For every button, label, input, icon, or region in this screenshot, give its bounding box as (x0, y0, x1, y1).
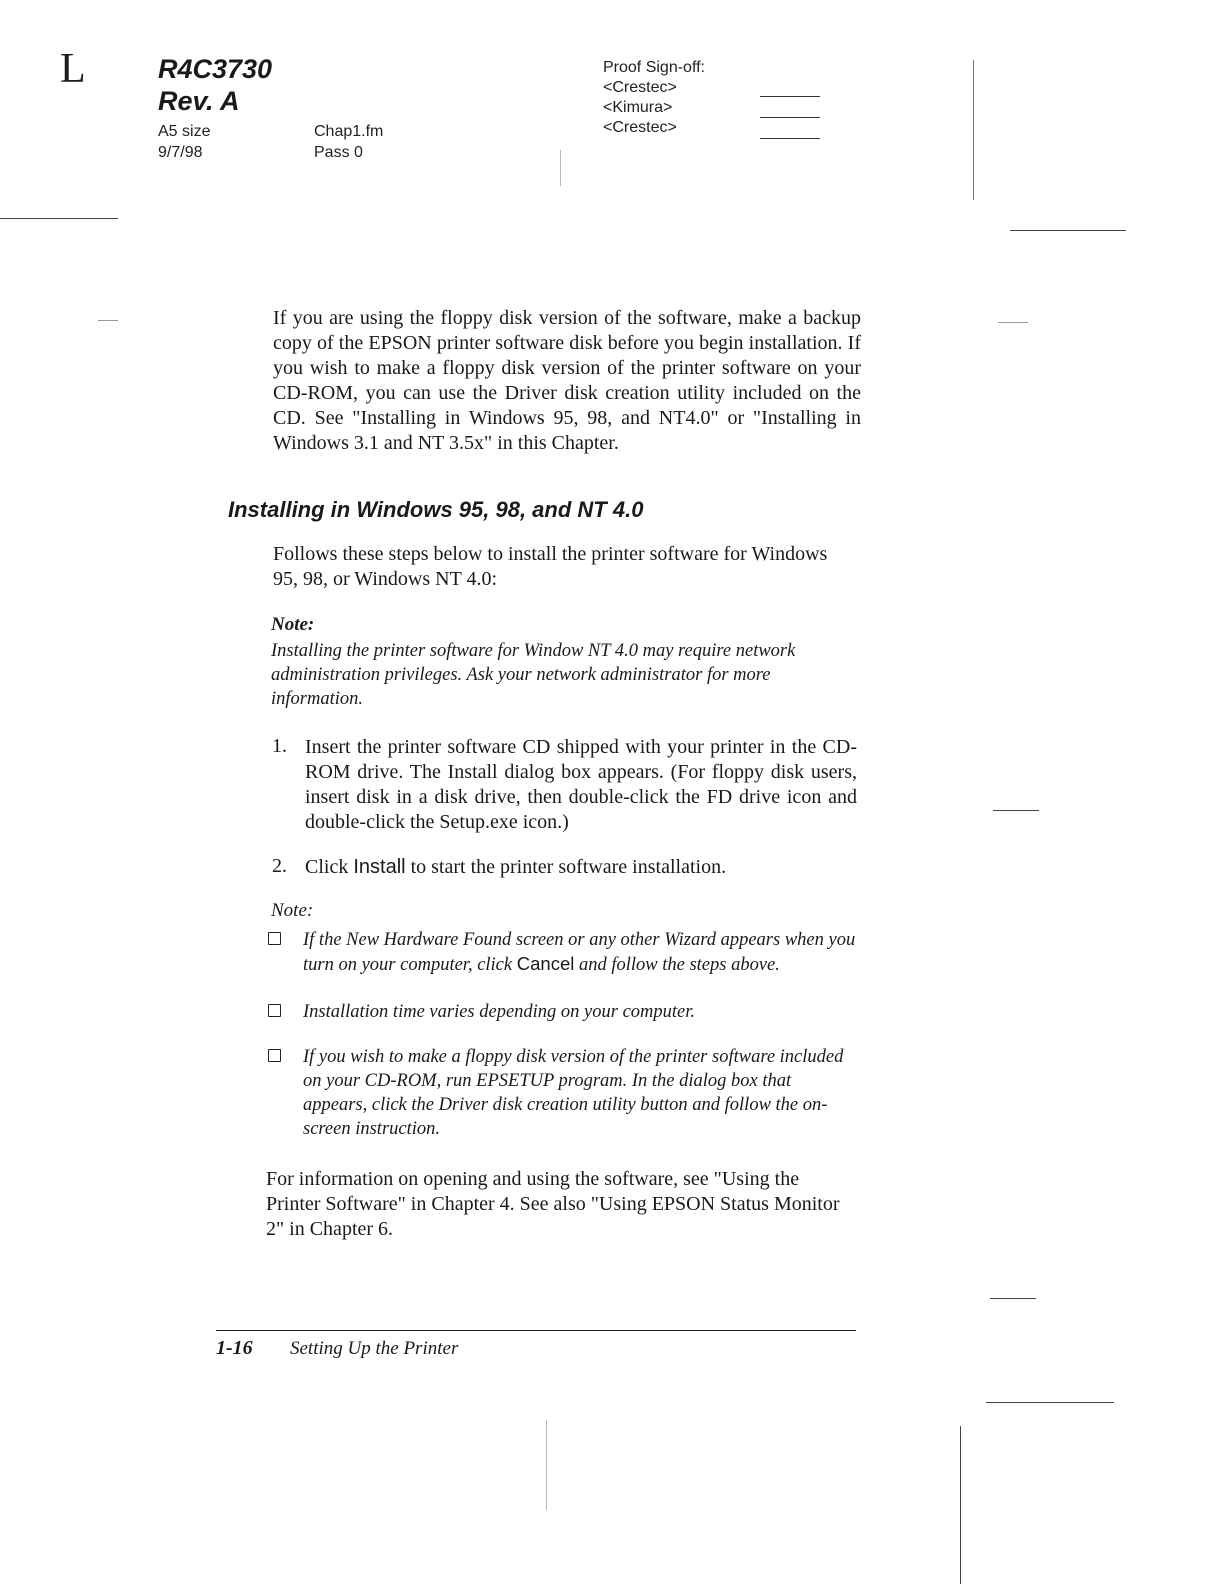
footer-rule (216, 1330, 856, 1331)
file-name: Chap1.fm (314, 123, 384, 140)
corner-letter: L (60, 46, 86, 92)
note-bullet-text: If you wish to make a floppy disk version of the printer software included on your CD-ROM, run EPSETUP program. In the dialog box that appears, click the Driver disk creation utility button and follow the on-screen instruction. (303, 1047, 844, 1139)
step-text (305, 855, 857, 880)
install-ui-label: Install (353, 856, 406, 878)
note-label: Note: (271, 900, 314, 921)
checkbox-bullet-icon (268, 1004, 281, 1017)
cancel-ui-label: Cancel (516, 953, 575, 974)
chapter-title: Setting Up the Printer (290, 1338, 459, 1359)
bullet-text-pre: If the New Hardware Found screen or any other Wizard appears when you turn on your computer, click (303, 930, 856, 975)
note-label: Note: (271, 614, 315, 635)
crop-mark (993, 810, 1039, 811)
proof-name: <Crestec> (603, 79, 677, 96)
signature-line (760, 96, 820, 97)
crop-mark (98, 320, 118, 321)
size-label: A5 size (158, 123, 211, 140)
section-heading: Installing in Windows 95, 98, and NT 4.0 (228, 497, 644, 522)
proof-title: Proof Sign-off: (603, 59, 705, 76)
bullet-text-post: and follow the steps above. (574, 955, 780, 975)
step-text: Insert the printer software CD shipped with your printer in the CD-ROM drive. The Install dialog box appears. (For floppy disk users, insert disk in a disk drive, then double-click the FD drive icon and double-click the Setup.exe icon.) (305, 736, 857, 833)
signature-line (760, 117, 820, 118)
crop-mark (973, 60, 974, 200)
crop-mark (960, 1426, 961, 1584)
crop-mark (1010, 230, 1126, 231)
page-number: 1-16 (216, 1337, 253, 1359)
lead-paragraph: Follows these steps below to install the printer software for Windows 95, 98, or Windows NT 4.0: (273, 543, 828, 590)
proof-signoff (603, 58, 705, 138)
checkbox-bullet-icon (268, 932, 281, 945)
checkbox-bullet-icon (268, 1049, 281, 1062)
step-number: 1. (272, 735, 287, 757)
crop-mark (0, 218, 118, 219)
crop-mark (986, 1402, 1114, 1403)
step-text-pre: Click (305, 856, 354, 878)
signature-line (760, 138, 820, 139)
step-number: 2. (272, 855, 287, 877)
revision-label: Rev. A (158, 86, 240, 116)
proof-name: <Kimura> (603, 99, 673, 116)
note-bullet-text (303, 928, 858, 977)
file-pass-block (314, 121, 383, 163)
document-code-block (158, 53, 272, 117)
crop-mark (998, 322, 1028, 323)
proof-name: <Crestec> (603, 119, 677, 136)
note-bullet-text: Installation time varies depending on your computer. (303, 1002, 696, 1022)
note-text: Installing the printer software for Window NT 4.0 may require network administration privileges. Ask your network administrator for more information. (271, 641, 796, 709)
document-code: R4C3730 (158, 54, 273, 84)
crop-mark (546, 1420, 547, 1510)
size-date-block (158, 121, 210, 163)
crop-mark (990, 1298, 1036, 1299)
pass-label: Pass 0 (314, 144, 363, 161)
intro-paragraph: If you are using the floppy disk version of the software, make a backup copy of the EPSON printer software disk before you begin installation. If you wish to make a floppy disk version of the printer software on your CD-ROM, you can use the Driver disk creation utility included on the CD. See "Installing in Windows 95, 98, and NT4.0" or "Installing in Windows 3.1 and NT 3.5x" in this Chapter. (273, 307, 861, 454)
crop-mark (560, 150, 561, 186)
date-label: 9/7/98 (158, 144, 203, 161)
closing-paragraph: For information on opening and using the software, see "Using the Printer Software" in Chapter 4. See also "Using EPSON Status Monitor 2" in Chapter 6. (266, 1168, 840, 1240)
step-text-post: to start the printer software installation. (405, 856, 727, 878)
